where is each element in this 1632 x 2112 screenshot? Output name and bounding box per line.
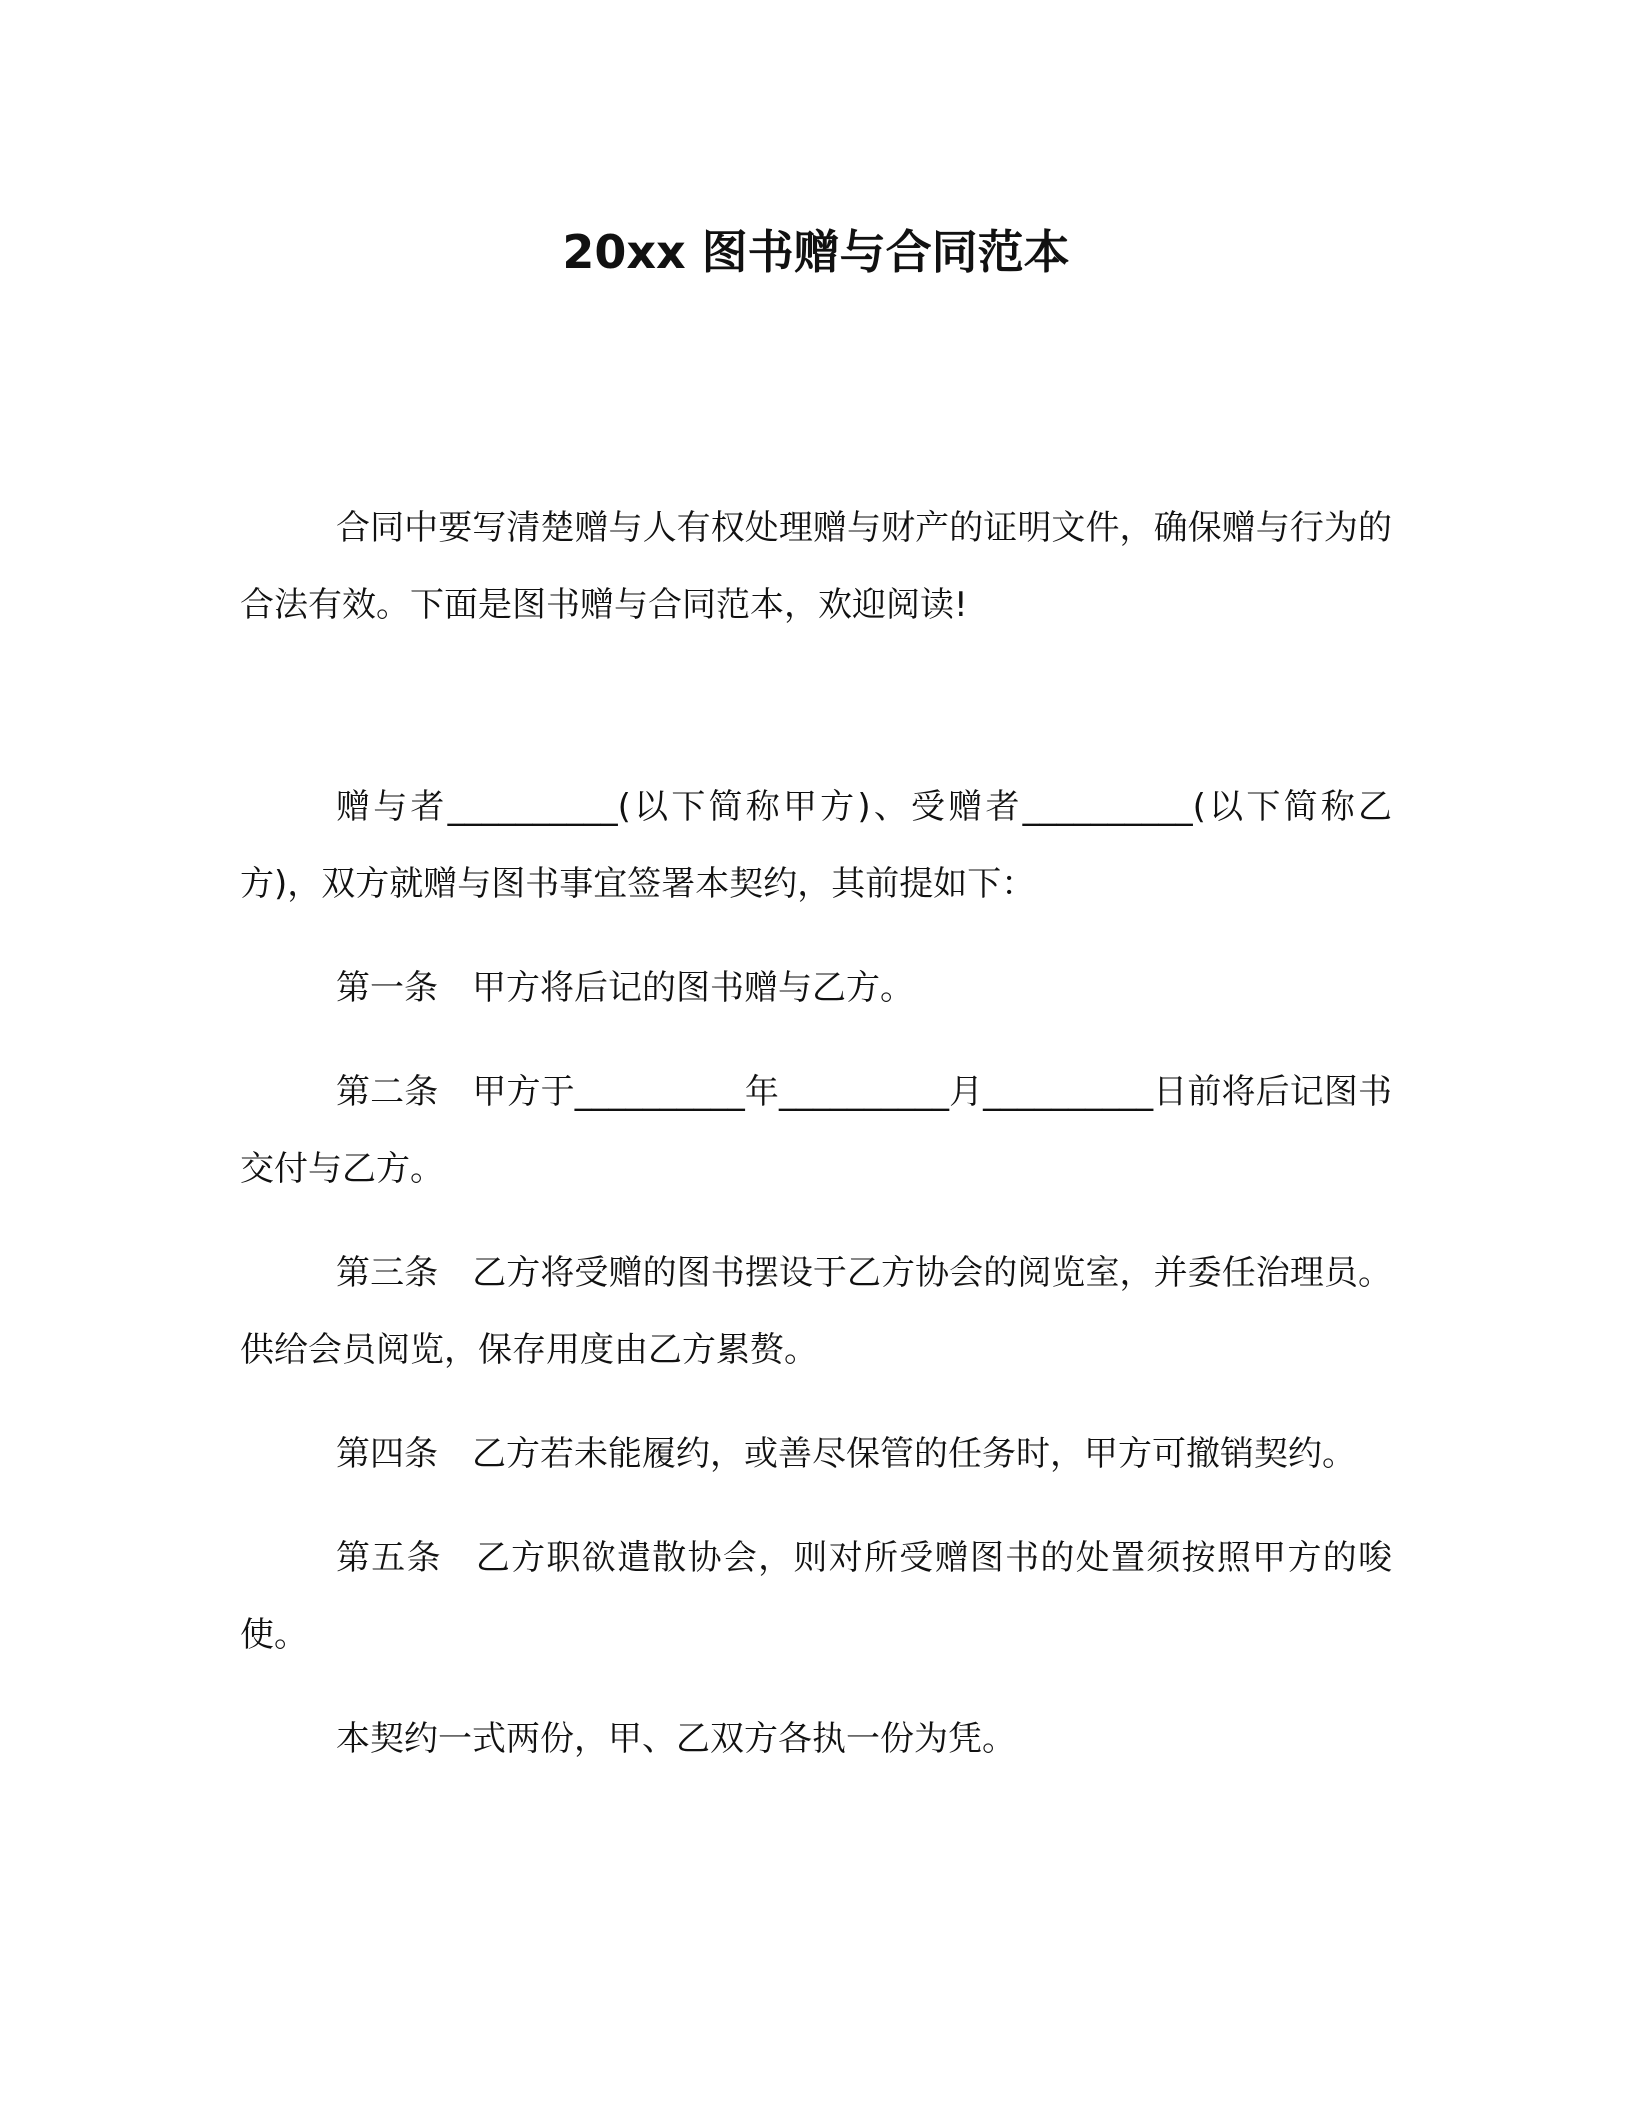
article-number: 第三条 (336, 1253, 439, 1293)
article-1 (240, 950, 1392, 1027)
article-text: 甲方将后记的图书赠与乙方。 (472, 968, 914, 1008)
intro-paragraph: 合同中要写清楚赠与人有权处理赠与财产的证明文件，确保赠与行为的合法有效。下面是图书赠与合同范本，欢迎阅读! (240, 508, 1392, 625)
article-2 (240, 1054, 1392, 1208)
article-number: 第一条 (336, 968, 438, 1008)
article-number: 第四条 (336, 1434, 438, 1474)
closing-paragraph: 本契约一式两份，甲、乙双方各执一份为凭。 (336, 1719, 1016, 1759)
article-number: 第二条 (336, 1072, 439, 1112)
article-text: 乙方将受赠的图书摆设于乙方协会的阅览室，并委任治理员。供给会员阅览，保存用度由乙方累赘。 (240, 1253, 1393, 1370)
article-text: 甲方于__________年__________月__________日前将后记图书交付与乙方。 (240, 1072, 1393, 1189)
preamble-paragraph: 赠与者__________(以下简称甲方)、受赠者__________(以下简称乙方)，双方就赠与图书事宜签署本契约，其前提如下： (240, 787, 1392, 904)
document-body (240, 490, 1392, 1778)
article-4 (240, 1416, 1392, 1493)
document-title: 20xx 图书赠与合同范本 (562, 225, 1070, 279)
article-5 (240, 1520, 1392, 1674)
article-text: 乙方职欲遣散协会，则对所受赠图书的处置须按照甲方的唆使。 (240, 1538, 1393, 1655)
article-text: 乙方若未能履约，或善尽保管的任务时，甲方可撤销契约。 (472, 1434, 1356, 1474)
article-3 (240, 1235, 1392, 1389)
article-number: 第五条 (336, 1538, 442, 1578)
